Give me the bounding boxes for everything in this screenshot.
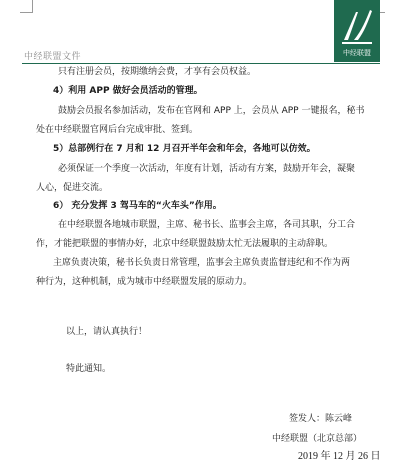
paragraph-line: 鼓励会员报名参加活动，发布在官网和 APP 上，会员从 APP 一键报名，秘书 [58, 106, 365, 116]
signature-date-text: 2019 年 12 月 26 日 [298, 451, 381, 462]
logo-text: 中经联盟 [343, 49, 371, 57]
paragraph-line: 人心，促进交流。 [36, 183, 109, 193]
section-heading: 5）总部例行在 7 月和 12 月召开半年会和年会，各地可以仿效。 [53, 144, 316, 154]
paragraph-line: 主席负责决策，秘书长负责日常管理，监事会主席负责监督违纪和不作为两 [53, 258, 351, 268]
signature-issuer: 签发人：陈云峰 [289, 414, 353, 424]
paragraph-line: 种行为，这种机制，成为城市中经联盟发展的原动力。 [36, 277, 253, 287]
paragraph-line: 只有注册会员，按期缴纳会费，才享有会员权益。 [58, 67, 257, 77]
signature-organization: 中经联盟（北京总部） [272, 434, 363, 444]
logo-emblem-icon [334, 0, 380, 48]
section-heading: 4）利用 APP 做好会员活动的管理。 [53, 86, 203, 96]
header-rule [22, 63, 380, 64]
document-header-title: 中经联盟文件 [24, 52, 82, 62]
brand-logo [334, 0, 380, 62]
closing-line: 以上，请认真执行！ [66, 327, 148, 337]
section-heading: 6） 充分发挥 3 驾马车的“火车头”作用。 [53, 201, 222, 211]
paragraph-line: 必须保证一个季度一次活动，年度有计划，活动有方案，鼓励开年会，凝聚 [58, 164, 356, 174]
paragraph-line: 作，才能把联盟的事情办好，北京中经联盟鼓励太忙无法履职的主动辞职。 [36, 239, 334, 249]
closing-line: 特此通知。 [66, 364, 112, 374]
paragraph-line: 在中经联盟各地城市联盟，主席、秘书长、监事会主席，各司其职，分工合 [58, 220, 356, 230]
page-corner-mark [20, 0, 33, 13]
paragraph-line: 处在中经联盟官网后台完成审批、签到。 [36, 125, 199, 135]
signature-date [298, 451, 381, 463]
